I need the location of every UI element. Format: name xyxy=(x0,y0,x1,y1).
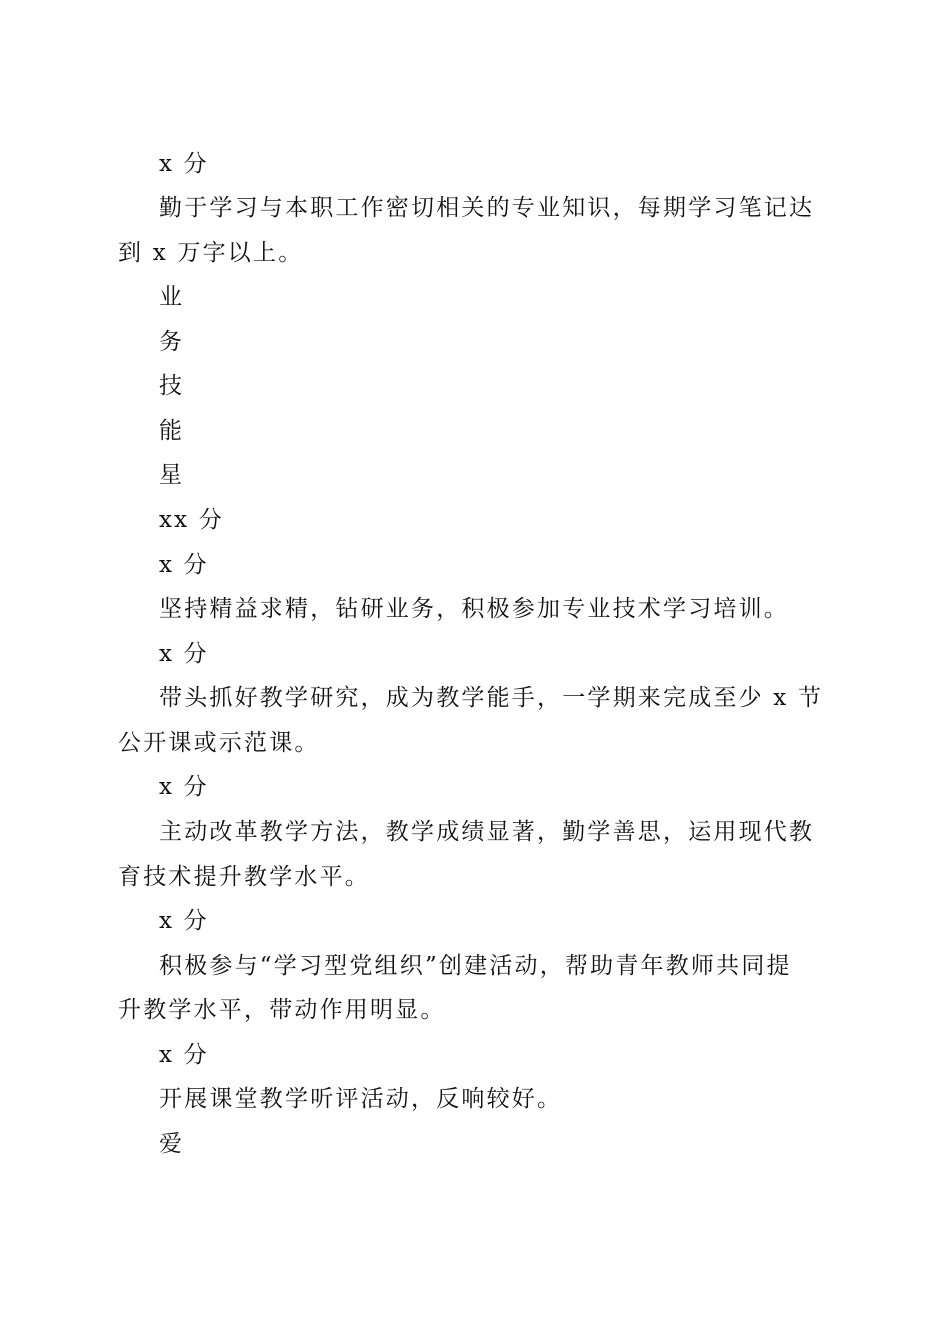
category-char: 技 xyxy=(159,373,185,399)
total-score-line: xx 分 xyxy=(159,507,225,533)
criteria-text-continuation: 到 x 万字以上。 xyxy=(118,240,304,266)
score-line: x 分 xyxy=(159,774,209,800)
score-line: x 分 xyxy=(159,1042,209,1068)
criteria-text-line: 主动改革教学方法，教学成绩显著，勤学善思，运用现代教 xyxy=(159,819,815,845)
score-line: x 分 xyxy=(159,151,209,177)
criteria-text-line: 开展课堂教学听评活动，反响较好。 xyxy=(159,1086,563,1112)
score-line: x 分 xyxy=(159,908,209,934)
criteria-text-continuation: 公开课或示范课。 xyxy=(118,730,320,756)
criteria-text-line: 坚持精益求精，钻研业务，积极参加专业技术学习培训。 xyxy=(159,596,789,622)
criteria-text-line: 勤于学习与本职工作密切相关的专业知识，每期学习笔记达 xyxy=(159,195,815,221)
category-char: 爱 xyxy=(159,1131,185,1157)
criteria-text-continuation: 育技术提升教学水平。 xyxy=(118,864,370,890)
category-char: 星 xyxy=(159,462,185,488)
category-char: 务 xyxy=(159,329,185,355)
score-line: x 分 xyxy=(159,641,209,667)
category-char: 能 xyxy=(159,418,185,444)
score-line: x 分 xyxy=(159,552,209,578)
category-char: 业 xyxy=(159,284,185,310)
criteria-text-line: 带头抓好教学研究，成为教学能手，一学期来完成至少 x 节 xyxy=(159,685,824,711)
criteria-text-line: 积极参与“学习型党组织”创建活动，帮助青年教师共同提 xyxy=(159,953,792,979)
criteria-text-continuation: 升教学水平，带动作用明显。 xyxy=(118,997,446,1023)
